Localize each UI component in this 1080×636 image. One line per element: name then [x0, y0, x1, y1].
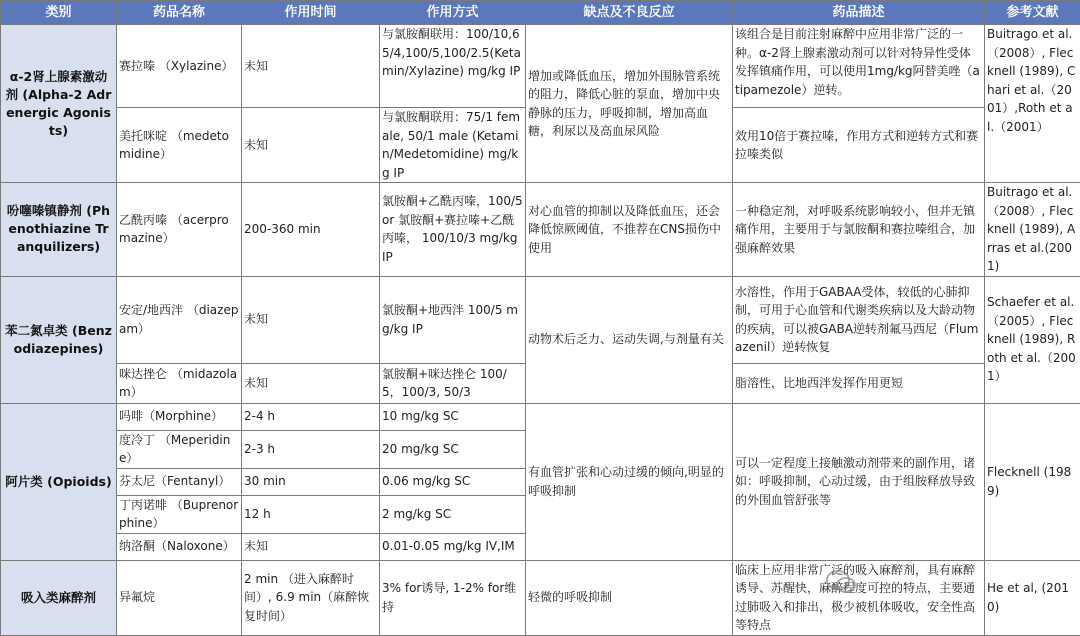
- drug-name-cell: 芬太尼（Fentanyl）: [117, 468, 242, 495]
- duration-cell: 30 min: [242, 468, 380, 495]
- references-cell: Flecknell (1989): [985, 403, 1080, 560]
- description-cell: 脂溶性，比地西泮发挥作用更短: [733, 363, 985, 403]
- mode-cell: 10 mg/kg SC: [380, 403, 526, 430]
- table-row: [1, 403, 1080, 430]
- mode-cell: 20 mg/kg SC: [380, 430, 526, 468]
- mode-cell: 与氯胺酮联用：100/10,65/4,100/5,100/2.5(Ketamin/Xylazine) mg/kg IP: [380, 25, 526, 108]
- references-cell: Schaefer et al.（2005）, Flecknell (1989), Roth et al.（2001）: [985, 276, 1080, 403]
- mode-cell: 与氯胺酮联用：75/1 female, 50/1 male (Ketamin/Medetomidine) mg/kg IP: [380, 108, 526, 183]
- mode-cell: 0.06 mg/kg SC: [380, 468, 526, 495]
- duration-cell: 未知: [242, 25, 380, 108]
- category-cell: 吸入类麻醉剂: [1, 560, 117, 635]
- drug-name-cell: 吗啡（Morphine）: [117, 403, 242, 430]
- drug-name-cell: 咪达挫仑 （midazolam）: [117, 363, 242, 403]
- description-cell: 水溶性，作用于GABAA受体，较低的心肺抑制，可用于心血管和代谢类疾病以及大龄动物的疾病，可以被GABA逆转剂氟马西尼（Flumazenil）逆转恢复: [733, 276, 985, 363]
- mode-cell: 0.01-0.05 mg/kg IV,IM: [380, 533, 526, 560]
- duration-cell: 未知: [242, 108, 380, 183]
- drug-name-cell: 纳洛酮（Naloxone）: [117, 533, 242, 560]
- duration-cell: 2 min （进入麻醉时间）, 6.9 min（麻醉恢复时间）: [242, 560, 380, 635]
- description-cell: 该组合是目前注射麻醉中应用非常广泛的一种。α-2肾上腺素激动剂可以针对特异性受体发挥镇痛作用，可以使用1mg/kg阿替美唑（atipamezole）逆转。: [733, 25, 985, 108]
- mode-cell: 3% for诱导, 1-2% for维持: [380, 560, 526, 635]
- category-cell: α-2肾上腺素激动剂 (Alpha-2 Adrenergic Agonists): [1, 25, 117, 183]
- duration-cell: 未知: [242, 276, 380, 363]
- references-cell: He et al, (2010): [985, 560, 1080, 635]
- description-cell: 效用10倍于赛拉嗪，作用方式和逆转方式和赛拉嗪类似: [733, 108, 985, 183]
- side-effects-cell: 有血管扩张和心动过缓的倾向,明显的呼吸抑制: [526, 403, 733, 560]
- side-effects-cell: 动物术后乏力、运动失调,与剂量有关: [526, 276, 733, 403]
- description-cell: 可以一定程度上接触激动剂带来的副作用，诸如：呼吸抑制，心动过缓，由于组胺释放导致的外围血管舒张等: [733, 403, 985, 560]
- side-effects-cell: 轻微的呼吸抑制: [526, 560, 733, 635]
- mode-cell: 氯胺酮+咪达挫仑 100/5，100/3, 50/3: [380, 363, 526, 403]
- header-references: 参考文献: [985, 1, 1080, 25]
- header-category: 类别: [1, 1, 117, 25]
- drug-name-cell: 美托咪啶 （medetomidine）: [117, 108, 242, 183]
- duration-cell: 2-4 h: [242, 403, 380, 430]
- table-row: [1, 276, 1080, 363]
- table-row: [1, 25, 1080, 108]
- references-cell: Buitrago et al.（2008）, Flecknell (1989), Arras et al.(2001): [985, 183, 1080, 277]
- duration-cell: 2-3 h: [242, 430, 380, 468]
- references-cell: Buitrago et al.（2008）, Flecknell (1989), Chari et al.（2001）,Roth et al.（2001）: [985, 25, 1080, 183]
- side-effects-cell: 对心血管的抑制以及降低血压，还会降低惊厥阈值，不推荐在CNS损伤中使用: [526, 183, 733, 277]
- duration-cell: 未知: [242, 363, 380, 403]
- drug-name-cell: 安定/地西泮 （diazepam）: [117, 276, 242, 363]
- header-side-effects: 缺点及不良反应: [526, 1, 733, 25]
- drug-name-cell: 丁丙诺啡 （Buprenorphine）: [117, 495, 242, 533]
- header-drug-name: 药品名称: [117, 1, 242, 25]
- mode-cell: 氯胺酮+地西泮 100/5 mg/kg IP: [380, 276, 526, 363]
- mode-cell: 2 mg/kg SC: [380, 495, 526, 533]
- drug-name-cell: 度冷丁 （Meperidine）: [117, 430, 242, 468]
- header-duration: 作用时间: [242, 1, 380, 25]
- mode-cell: 氯胺酮+乙酰丙嗪，100/5 or 氯胺酮+赛拉嗪+乙酰丙嗪， 100/10/3 mg/kg IP: [380, 183, 526, 277]
- drug-name-cell: 异氟烷: [117, 560, 242, 635]
- header-mode: 作用方式: [380, 1, 526, 25]
- header-row: [1, 1, 1080, 25]
- category-cell: 阿片类 (Opioids): [1, 403, 117, 560]
- category-cell: 苯二氮卓类 (Benzodiazepines): [1, 276, 117, 403]
- drug-name-cell: 乙酰丙嗪 （acerpromazine）: [117, 183, 242, 277]
- duration-cell: 未知: [242, 533, 380, 560]
- duration-cell: 200-360 min: [242, 183, 380, 277]
- description-cell: 一种稳定剂，对呼吸系统影响较小，但并无镇痛作用，主要用于与氯胺酮和赛拉嗪组合，加强麻醉效果: [733, 183, 985, 277]
- drug-name-cell: 赛拉嗪 （Xylazine）: [117, 25, 242, 108]
- table-row: [1, 183, 1080, 277]
- header-description: 药品描述: [733, 1, 985, 25]
- duration-cell: 12 h: [242, 495, 380, 533]
- description-cell: 临床上应用非常广泛的吸入麻醉剂，具有麻醉诱导、苏醒快，麻醉程度可控的特点，主要通过肺吸入和排出，极少被机体吸收，安全性高等特点: [733, 560, 985, 635]
- category-cell: 吩噻嗪镇静剂 (Phenothiazine Tranquilizers): [1, 183, 117, 277]
- table-row: [1, 560, 1080, 635]
- side-effects-cell: 增加或降低血压，增加外围脉管系统的阻力，降低心脏的泵血，增加中央静脉的压力，呼吸抑制，增加高血糖，利尿以及高血尿风险: [526, 25, 733, 183]
